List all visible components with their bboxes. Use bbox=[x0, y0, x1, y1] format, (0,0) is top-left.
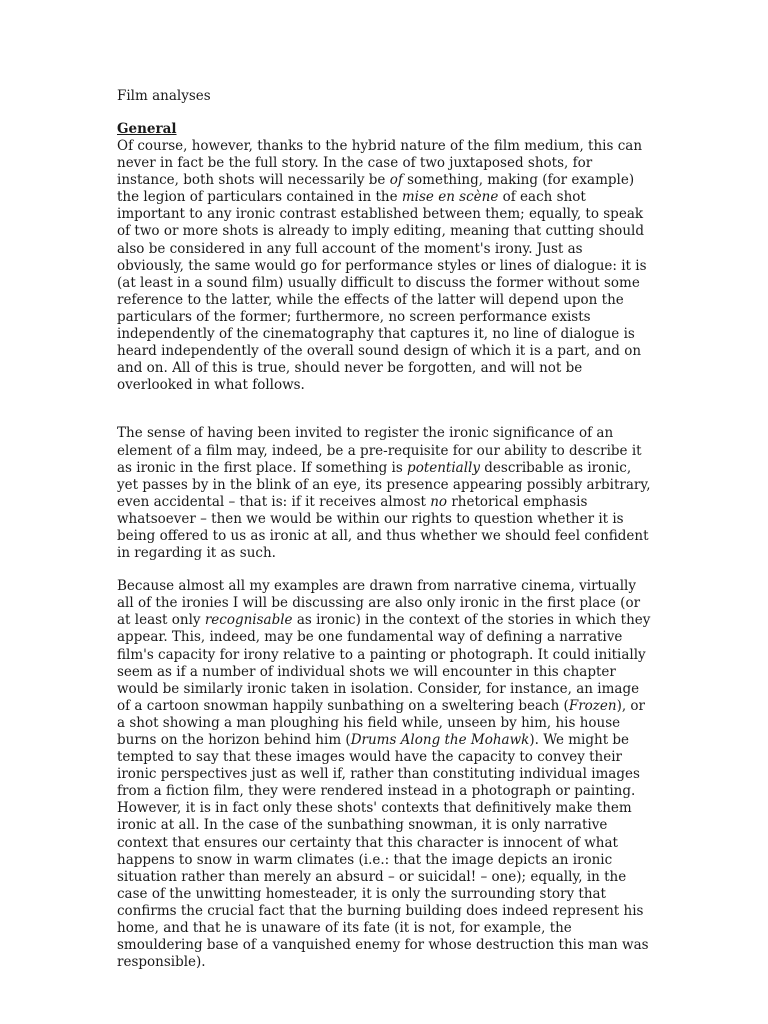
italic-text: Frozen bbox=[568, 697, 617, 714]
paragraph-spacer bbox=[117, 562, 653, 578]
paragraph-3: Because almost all my examples are drawn from narrative cinema, virtually all of the ironies I will be discussing are also only ironic in the first place (or at least only recognisable as ironic) in the context of the stories in which they appear. This, indeed, may be one fundamental way of defining a narrative film's capacity for irony relative to a painting or photograph. It could initially seem as if a number of individual shots we will encounter in this chapter would be similarly ironic taken in isolation. Consider, for instance, an image of a cartoon snowman happily sunbathing on a sweltering beach (Frozen), or a shot showing a man ploughing his field while, unseen by him, his house burns on the horizon behind him (Drums Along the Mohawk). We might be tempted to say that these images would have the capacity to convey their ironic perspectives just as well if, rather than constituting individual images from a fiction film, they were rendered instead in a photograph or painting. However, it is in fact only these shots' contexts that definitively make them ironic at all. In the case of the sunbathing snowman, it is only narrative context that ensures our certainty that this character is innocent of what happens to snow in warm climates (i.e.: that the image depicts an ironic situation rather than merely an absurd – or suicidal! – one); equally, in the case of the unwitting homesteader, it is only the surrounding story that confirms the crucial fact that the burning building does indeed represent his home, and that he is unaware of its fate (it is not, for example, the smouldering base of a vanquished enemy for whose destruction this man was responsible). bbox=[117, 578, 651, 971]
paragraph-spacer bbox=[117, 394, 653, 425]
paragraph-1: Of course, however, thanks to the hybrid nature of the film medium, this can never in fact be the full story. In the case of two juxtaposed shots, for instance, both shots will necessarily be of something, making (for example) the legion of particulars contained in the mise en scène of each shot important to any ironic contrast established between them; equally, to speak of two or more shots is already to imply editing, meaning that cutting should also be considered in any full account of the moment's irony. Just as obviously, the same would go for performance styles or lines of dialogue: it is (at least in a sound film) usually difficult to discuss the former without some reference to the latter, while the effects of the latter will depend upon the particulars of the former; furthermore, no screen performance exists independently of the cinematography that captures it, no line of dialogue is heard independently of the overall sound design of which it is a part, and on and on. All of this is true, should never be forgotten, and will not be overlooked in what follows. bbox=[117, 138, 647, 394]
section-heading: General bbox=[117, 121, 177, 137]
italic-text: recognisable bbox=[204, 612, 293, 629]
document-page bbox=[117, 88, 653, 971]
paragraph-2: The sense of having been invited to register the ironic significance of an element of a film may, indeed, be a pre-requisite for our ability to describe it as ironic in the first place. If something is potentially describable as ironic, yet passes by in the blink of an eye, its presence appearing possibly arbitrary, even accidental – that is: if it receives almost no rhetorical emphasis whatsoever – then we would be within our rights to question whether it is being offered to us as ironic at all, and thus whether we should feel confident in regarding it as such. bbox=[117, 425, 651, 562]
document-title: Film analyses bbox=[117, 88, 211, 104]
italic-text: no bbox=[430, 493, 448, 510]
italic-text: potentially bbox=[407, 459, 480, 476]
italic-text: of bbox=[389, 172, 403, 189]
italic-text: Drums Along the Mohawk bbox=[350, 732, 530, 748]
italic-text: mise en scène bbox=[401, 189, 499, 206]
